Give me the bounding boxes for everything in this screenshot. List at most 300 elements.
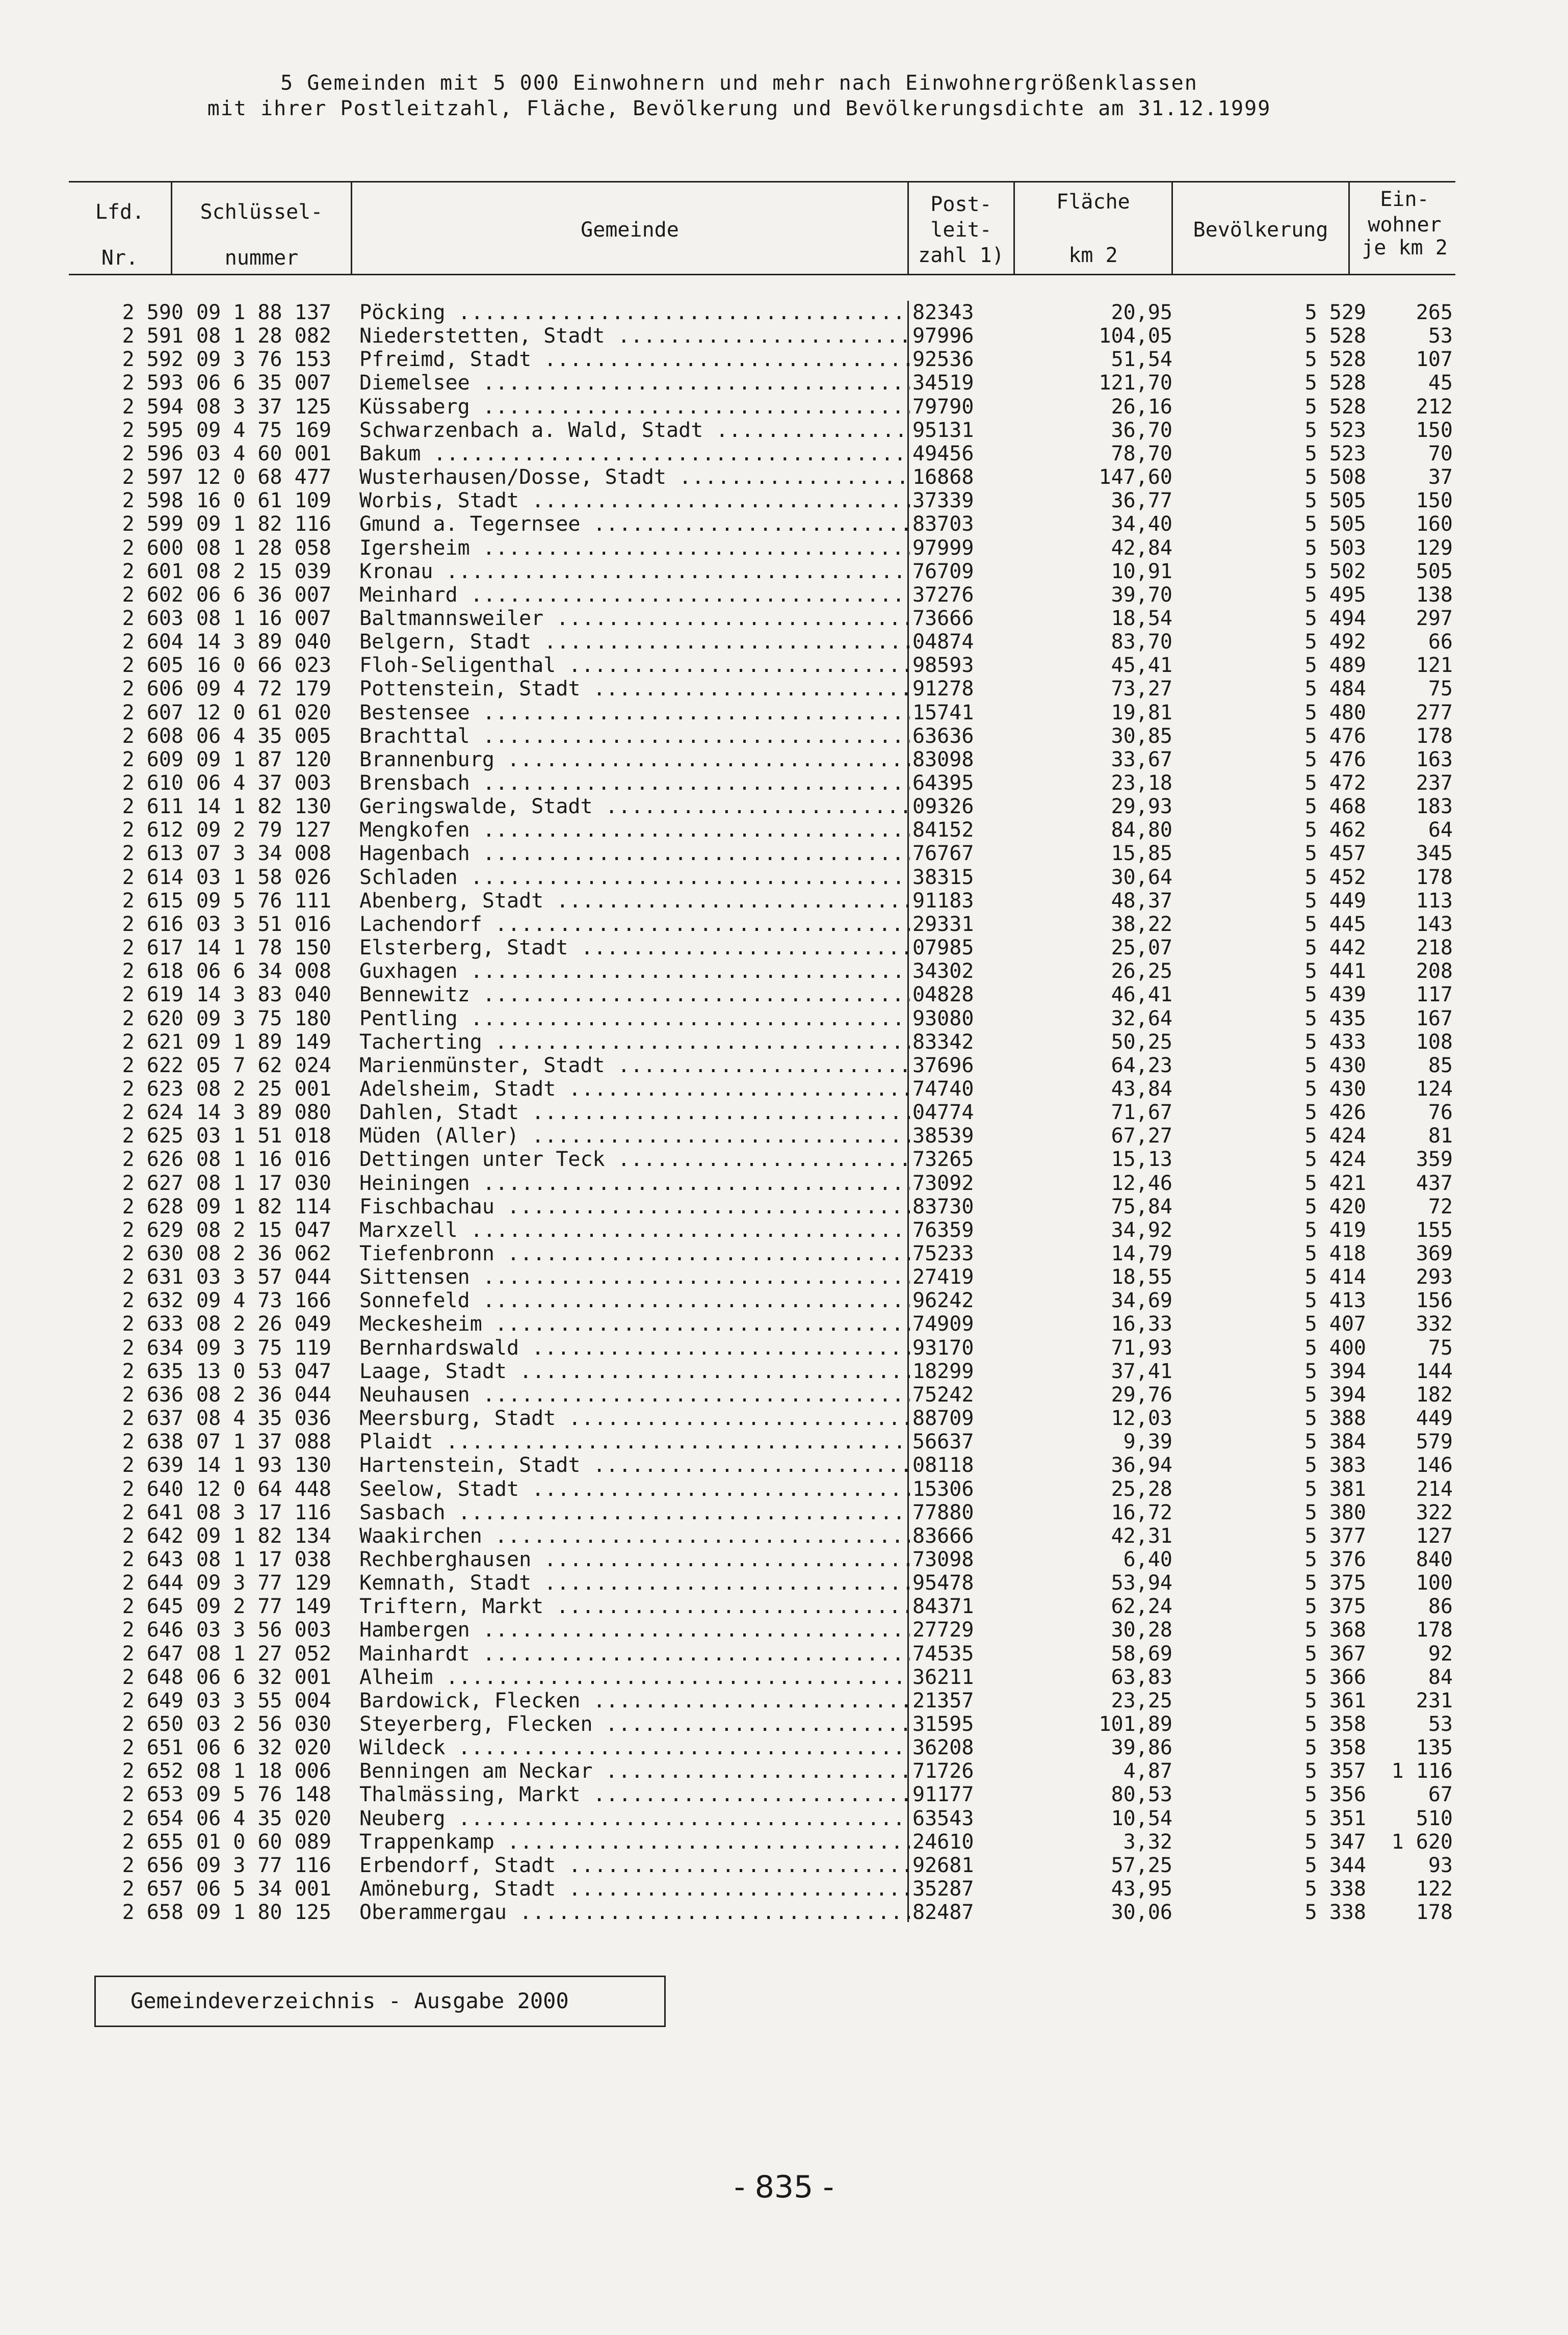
cell-einwohner-je-km2: 135 <box>1416 1736 1453 1760</box>
cell-einwohner-je-km2: 144 <box>1416 1359 1453 1383</box>
cell-postleitzahl: 04774 <box>912 1101 974 1125</box>
cell-gemeinde: Hagenbach ..... <box>359 842 910 866</box>
cell-gemeinde: Bestensee ..... <box>359 701 910 725</box>
cell-schluesselnummer: 14 1 93 130 <box>196 1454 331 1477</box>
cell-postleitzahl: 91278 <box>912 677 974 701</box>
cell-schluesselnummer: 08 2 26 049 <box>196 1312 331 1336</box>
cell-lfd-nr: 2 605 <box>122 654 184 678</box>
cell-lfd-nr: 2 652 <box>122 1759 184 1783</box>
table-row <box>0 1124 1568 1148</box>
cell-postleitzahl: 92536 <box>912 348 974 372</box>
table-row <box>0 818 1568 842</box>
cell-postleitzahl: 93170 <box>912 1336 974 1360</box>
header-flaeche: Fläche <box>1056 190 1130 214</box>
table-row <box>0 1618 1568 1642</box>
cell-gemeinde: Kronau ..... <box>359 560 910 584</box>
table-row <box>0 489 1568 513</box>
cell-flaeche: 42,31 <box>1111 1524 1172 1548</box>
cell-bevoelkerung: 5 529 <box>1304 301 1366 324</box>
header-wohner: wohner <box>1368 213 1442 237</box>
cell-postleitzahl: 36211 <box>912 1665 974 1689</box>
cell-einwohner-je-km2: 93 <box>1428 1853 1453 1877</box>
cell-lfd-nr: 2 635 <box>122 1359 184 1383</box>
page-title-line-1: 5 Gemeinden mit 5 000 Einwohnern und mehr nach Einwohnergrößenklassen <box>280 71 1198 95</box>
cell-gemeinde: Hambergen ..... <box>359 1618 910 1642</box>
cell-flaeche: 50,25 <box>1111 1030 1172 1054</box>
cell-gemeinde: Sonnefeld ..... <box>359 1289 910 1313</box>
cell-postleitzahl: 97999 <box>912 536 974 560</box>
cell-flaeche: 32,64 <box>1111 1006 1172 1030</box>
cell-lfd-nr: 2 649 <box>122 1689 184 1713</box>
cell-flaeche: 34,92 <box>1111 1218 1172 1242</box>
cell-bevoelkerung: 5 476 <box>1304 747 1366 771</box>
cell-postleitzahl: 56637 <box>912 1430 974 1454</box>
cell-postleitzahl: 04828 <box>912 983 974 1007</box>
table-row <box>0 348 1568 372</box>
cell-schluesselnummer: 03 2 56 030 <box>196 1713 331 1736</box>
cell-gemeinde: Alheim ..... <box>359 1666 910 1690</box>
cell-einwohner-je-km2: 840 <box>1416 1547 1453 1571</box>
cell-flaeche: 58,69 <box>1111 1642 1172 1666</box>
cell-flaeche: 26,25 <box>1111 959 1172 983</box>
cell-postleitzahl: 15306 <box>912 1477 974 1501</box>
table-row <box>0 1430 1568 1454</box>
cell-postleitzahl: 83098 <box>912 747 974 771</box>
cell-postleitzahl: 76709 <box>912 559 974 583</box>
cell-postleitzahl: 18299 <box>912 1359 974 1383</box>
cell-schluesselnummer: 08 1 16 016 <box>196 1148 331 1172</box>
cell-lfd-nr: 2 592 <box>122 348 184 372</box>
cell-einwohner-je-km2: 449 <box>1416 1407 1453 1431</box>
cell-schluesselnummer: 08 1 27 052 <box>196 1642 331 1666</box>
cell-gemeinde: Waakirchen ..... <box>359 1524 910 1548</box>
cell-postleitzahl: 77880 <box>912 1500 974 1524</box>
cell-schluesselnummer: 06 4 35 020 <box>196 1806 331 1830</box>
table-row <box>0 1289 1568 1313</box>
cell-flaeche: 30,85 <box>1111 724 1172 748</box>
table-row <box>0 1807 1568 1831</box>
table-row <box>0 324 1568 348</box>
cell-bevoelkerung: 5 457 <box>1304 842 1366 866</box>
cell-schluesselnummer: 09 4 72 179 <box>196 677 331 701</box>
cell-gemeinde: Wildeck ..... <box>359 1736 910 1760</box>
cell-einwohner-je-km2: 156 <box>1416 1289 1453 1313</box>
cell-lfd-nr: 2 625 <box>122 1124 184 1148</box>
cell-schluesselnummer: 08 2 25 001 <box>196 1077 331 1101</box>
table-row <box>0 1336 1568 1360</box>
cell-einwohner-je-km2: 579 <box>1416 1430 1453 1454</box>
cell-postleitzahl: 73098 <box>912 1547 974 1571</box>
cell-lfd-nr: 2 621 <box>122 1030 184 1054</box>
cell-einwohner-je-km2: 160 <box>1416 512 1453 536</box>
cell-postleitzahl: 15741 <box>912 700 974 724</box>
cell-postleitzahl: 91177 <box>912 1783 974 1807</box>
cell-schluesselnummer: 08 3 37 125 <box>196 395 331 419</box>
cell-schluesselnummer: 03 1 58 026 <box>196 865 331 889</box>
cell-bevoelkerung: 5 418 <box>1304 1242 1366 1265</box>
cell-schluesselnummer: 08 4 35 036 <box>196 1407 331 1431</box>
cell-gemeinde: Pentling ..... <box>359 1007 910 1031</box>
cell-lfd-nr: 2 644 <box>122 1571 184 1595</box>
cell-gemeinde: Floh-Seligenthal ..... <box>359 654 910 678</box>
table-row <box>0 889 1568 913</box>
cell-lfd-nr: 2 617 <box>122 936 184 960</box>
cell-lfd-nr: 2 600 <box>122 536 184 560</box>
cell-postleitzahl: 74535 <box>912 1642 974 1666</box>
cell-einwohner-je-km2: 322 <box>1416 1500 1453 1524</box>
cell-postleitzahl: 98593 <box>912 654 974 678</box>
cell-flaeche: 29,76 <box>1111 1383 1172 1407</box>
cell-bevoelkerung: 5 384 <box>1304 1430 1366 1454</box>
cell-einwohner-je-km2: 121 <box>1416 654 1453 678</box>
cell-flaeche: 43,84 <box>1111 1077 1172 1101</box>
cell-gemeinde: Oberammergau ..... <box>359 1901 910 1925</box>
cell-lfd-nr: 2 595 <box>122 418 184 442</box>
cell-gemeinde: Neuberg ..... <box>359 1807 910 1831</box>
cell-lfd-nr: 2 601 <box>122 559 184 583</box>
cell-flaeche: 15,85 <box>1111 842 1172 866</box>
page-title-line-2: mit ihrer Postleitzahl, Fläche, Bevölkerung und Bevölkerungsdichte am 31.12.1999 <box>207 97 1271 120</box>
table-row <box>0 1501 1568 1525</box>
cell-gemeinde: Guxhagen ..... <box>359 959 910 983</box>
cell-schluesselnummer: 08 1 16 007 <box>196 606 331 630</box>
cell-lfd-nr: 2 655 <box>122 1830 184 1854</box>
cell-lfd-nr: 2 608 <box>122 724 184 748</box>
table-row <box>0 560 1568 584</box>
table-row <box>0 654 1568 678</box>
cell-einwohner-je-km2: 178 <box>1416 1618 1453 1642</box>
cell-postleitzahl: 96242 <box>912 1289 974 1313</box>
cell-postleitzahl: 07985 <box>912 936 974 960</box>
cell-bevoelkerung: 5 419 <box>1304 1218 1366 1242</box>
cell-einwohner-je-km2: 66 <box>1428 630 1453 654</box>
cell-postleitzahl: 38539 <box>912 1124 974 1148</box>
cell-einwohner-je-km2: 53 <box>1428 1713 1453 1736</box>
table-row <box>0 913 1568 937</box>
cell-lfd-nr: 2 619 <box>122 983 184 1007</box>
table-row <box>0 465 1568 489</box>
cell-bevoelkerung: 5 388 <box>1304 1407 1366 1431</box>
cell-gemeinde: Meersburg, Stadt ..... <box>359 1407 910 1431</box>
cell-flaeche: 73,27 <box>1111 677 1172 701</box>
cell-einwohner-je-km2: 72 <box>1428 1195 1453 1218</box>
cell-schluesselnummer: 13 0 53 047 <box>196 1359 331 1383</box>
cell-schluesselnummer: 03 3 55 004 <box>196 1689 331 1713</box>
table-row <box>0 1218 1568 1242</box>
cell-bevoelkerung: 5 476 <box>1304 724 1366 748</box>
cell-lfd-nr: 2 599 <box>122 512 184 536</box>
cell-schluesselnummer: 06 6 32 020 <box>196 1736 331 1760</box>
cell-einwohner-je-km2: 214 <box>1416 1477 1453 1501</box>
cell-flaeche: 12,46 <box>1111 1171 1172 1195</box>
cell-einwohner-je-km2: 265 <box>1416 301 1453 324</box>
cell-einwohner-je-km2: 85 <box>1428 1053 1453 1077</box>
table-row <box>0 983 1568 1007</box>
cell-gemeinde: Mainhardt ..... <box>359 1642 910 1666</box>
table-row <box>0 1383 1568 1407</box>
cell-flaeche: 51,54 <box>1111 348 1172 372</box>
table-row <box>0 442 1568 466</box>
table-row <box>0 630 1568 654</box>
cell-einwohner-je-km2: 212 <box>1416 395 1453 419</box>
cell-gemeinde: Elsterberg, Stadt ..... <box>359 936 910 960</box>
cell-flaeche: 33,67 <box>1111 747 1172 771</box>
cell-flaeche: 36,70 <box>1111 418 1172 442</box>
cell-schluesselnummer: 09 3 75 119 <box>196 1336 331 1360</box>
cell-bevoelkerung: 5 528 <box>1304 348 1366 372</box>
cell-gemeinde: Brachttal ..... <box>359 724 910 748</box>
table-row <box>0 1054 1568 1078</box>
cell-lfd-nr: 2 630 <box>122 1242 184 1265</box>
cell-gemeinde: Amöneburg, Stadt ..... <box>359 1877 910 1901</box>
header-bottom-rule <box>69 274 1455 275</box>
cell-postleitzahl: 75233 <box>912 1242 974 1265</box>
cell-schluesselnummer: 06 4 37 003 <box>196 771 331 795</box>
cell-postleitzahl: 49456 <box>912 442 974 465</box>
cell-postleitzahl: 75242 <box>912 1383 974 1407</box>
cell-postleitzahl: 73666 <box>912 606 974 630</box>
table-row <box>0 1736 1568 1760</box>
cell-schluesselnummer: 08 2 15 047 <box>196 1218 331 1242</box>
cell-flaeche: 10,54 <box>1111 1806 1172 1830</box>
cell-gemeinde: Benningen am Neckar ..... <box>359 1759 910 1783</box>
cell-lfd-nr: 2 618 <box>122 959 184 983</box>
cell-bevoelkerung: 5 366 <box>1304 1665 1366 1689</box>
table-row <box>0 583 1568 607</box>
cell-postleitzahl: 88709 <box>912 1407 974 1431</box>
cell-gemeinde: Steyerberg, Flecken ..... <box>359 1713 910 1736</box>
cell-bevoelkerung: 5 358 <box>1304 1736 1366 1760</box>
cell-bevoelkerung: 5 433 <box>1304 1030 1366 1054</box>
cell-gemeinde: Tiefenbronn ..... <box>359 1242 910 1266</box>
cell-einwohner-je-km2: 75 <box>1428 1336 1453 1360</box>
cell-flaeche: 64,23 <box>1111 1053 1172 1077</box>
cell-postleitzahl: 83666 <box>912 1524 974 1548</box>
cell-flaeche: 37,41 <box>1111 1359 1172 1383</box>
cell-postleitzahl: 76767 <box>912 842 974 866</box>
cell-gemeinde: Meinhard ..... <box>359 583 910 607</box>
cell-flaeche: 36,94 <box>1111 1454 1172 1477</box>
cell-gemeinde: Neuhausen ..... <box>359 1383 910 1407</box>
cell-einwohner-je-km2: 437 <box>1416 1171 1453 1195</box>
cell-flaeche: 48,37 <box>1111 889 1172 913</box>
cell-einwohner-je-km2: 84 <box>1428 1665 1453 1689</box>
cell-einwohner-je-km2: 293 <box>1416 1265 1453 1289</box>
cell-gemeinde: Laage, Stadt ..... <box>359 1360 910 1384</box>
table-row <box>0 1242 1568 1266</box>
cell-gemeinde: Triftern, Markt ..... <box>359 1595 910 1619</box>
cell-einwohner-je-km2: 45 <box>1428 371 1453 395</box>
header-km2: km 2 <box>1068 244 1118 267</box>
cell-flaeche: 26,16 <box>1111 395 1172 419</box>
cell-gemeinde: Mengkofen ..... <box>359 818 910 842</box>
cell-bevoelkerung: 5 424 <box>1304 1148 1366 1172</box>
cell-flaeche: 9,39 <box>1123 1430 1172 1454</box>
cell-postleitzahl: 95131 <box>912 418 974 442</box>
cell-schluesselnummer: 06 6 32 001 <box>196 1665 331 1689</box>
cell-flaeche: 16,72 <box>1111 1500 1172 1524</box>
cell-schluesselnummer: 08 2 36 062 <box>196 1242 331 1265</box>
cell-einwohner-je-km2: 53 <box>1428 324 1453 348</box>
cell-schluesselnummer: 14 1 78 150 <box>196 936 331 960</box>
cell-schluesselnummer: 09 4 73 166 <box>196 1289 331 1313</box>
cell-schluesselnummer: 06 6 36 007 <box>196 583 331 607</box>
cell-flaeche: 30,64 <box>1111 865 1172 889</box>
cell-postleitzahl: 08118 <box>912 1454 974 1477</box>
cell-flaeche: 30,06 <box>1111 1901 1172 1925</box>
cell-schluesselnummer: 09 3 75 180 <box>196 1006 331 1030</box>
cell-postleitzahl: 73092 <box>912 1171 974 1195</box>
cell-gemeinde: Brensbach ..... <box>359 771 910 795</box>
cell-schluesselnummer: 09 2 77 149 <box>196 1595 331 1619</box>
cell-schluesselnummer: 08 1 18 006 <box>196 1759 331 1783</box>
cell-einwohner-je-km2: 129 <box>1416 536 1453 560</box>
cell-lfd-nr: 2 591 <box>122 324 184 348</box>
cell-bevoelkerung: 5 442 <box>1304 936 1366 960</box>
cell-lfd-nr: 2 643 <box>122 1547 184 1571</box>
cell-schluesselnummer: 03 3 56 003 <box>196 1618 331 1642</box>
cell-lfd-nr: 2 654 <box>122 1806 184 1830</box>
cell-lfd-nr: 2 637 <box>122 1407 184 1431</box>
cell-flaeche: 83,70 <box>1111 630 1172 654</box>
table-row <box>0 371 1568 395</box>
cell-einwohner-je-km2: 218 <box>1416 936 1453 960</box>
cell-bevoelkerung: 5 472 <box>1304 771 1366 795</box>
cell-postleitzahl: 35287 <box>912 1877 974 1901</box>
table-row <box>0 795 1568 819</box>
cell-bevoelkerung: 5 489 <box>1304 654 1366 678</box>
cell-postleitzahl: 21357 <box>912 1689 974 1713</box>
cell-schluesselnummer: 14 1 82 130 <box>196 795 331 819</box>
cell-postleitzahl: 34519 <box>912 371 974 395</box>
cell-einwohner-je-km2: 1 620 <box>1391 1830 1453 1854</box>
cell-einwohner-je-km2: 86 <box>1428 1595 1453 1619</box>
cell-schluesselnummer: 09 1 82 134 <box>196 1524 331 1548</box>
cell-bevoelkerung: 5 445 <box>1304 912 1366 936</box>
header-ein: Ein- <box>1380 188 1429 211</box>
cell-schluesselnummer: 16 0 61 109 <box>196 489 331 513</box>
cell-flaeche: 39,70 <box>1111 583 1172 607</box>
cell-einwohner-je-km2: 67 <box>1428 1783 1453 1807</box>
cell-schluesselnummer: 09 3 77 129 <box>196 1571 331 1595</box>
header-zahl: zahl 1) <box>918 244 1004 267</box>
cell-postleitzahl: 83703 <box>912 512 974 536</box>
cell-einwohner-je-km2: 100 <box>1416 1571 1453 1595</box>
cell-bevoelkerung: 5 351 <box>1304 1806 1366 1830</box>
cell-einwohner-je-km2: 108 <box>1416 1030 1453 1054</box>
table-row <box>0 1030 1568 1054</box>
cell-bevoelkerung: 5 468 <box>1304 795 1366 819</box>
cell-einwohner-je-km2: 178 <box>1416 724 1453 748</box>
header-top-rule <box>69 181 1455 183</box>
cell-postleitzahl: 92681 <box>912 1853 974 1877</box>
cell-einwohner-je-km2: 75 <box>1428 677 1453 701</box>
cell-postleitzahl: 34302 <box>912 959 974 983</box>
cell-lfd-nr: 2 657 <box>122 1877 184 1901</box>
cell-gemeinde: Bardowick, Flecken ..... <box>359 1689 910 1713</box>
cell-postleitzahl: 37696 <box>912 1053 974 1077</box>
cell-flaeche: 39,86 <box>1111 1736 1172 1760</box>
cell-flaeche: 15,13 <box>1111 1148 1172 1172</box>
cell-lfd-nr: 2 611 <box>122 795 184 819</box>
cell-bevoelkerung: 5 435 <box>1304 1006 1366 1030</box>
table-row <box>0 1877 1568 1901</box>
cell-flaeche: 62,24 <box>1111 1595 1172 1619</box>
cell-gemeinde: Pottenstein, Stadt ..... <box>359 677 910 701</box>
cell-bevoelkerung: 5 494 <box>1304 606 1366 630</box>
cell-bevoelkerung: 5 361 <box>1304 1689 1366 1713</box>
cell-postleitzahl: 93080 <box>912 1006 974 1030</box>
cell-flaeche: 23,18 <box>1111 771 1172 795</box>
cell-einwohner-je-km2: 127 <box>1416 1524 1453 1548</box>
cell-flaeche: 18,54 <box>1111 606 1172 630</box>
cell-postleitzahl: 71726 <box>912 1759 974 1783</box>
table-row <box>0 1524 1568 1548</box>
cell-flaeche: 46,41 <box>1111 983 1172 1007</box>
cell-schluesselnummer: 06 6 35 007 <box>196 371 331 395</box>
cell-bevoelkerung: 5 452 <box>1304 865 1366 889</box>
cell-schluesselnummer: 05 7 62 024 <box>196 1053 331 1077</box>
cell-gemeinde: Sasbach ..... <box>359 1501 910 1525</box>
table-row <box>0 1172 1568 1196</box>
cell-einwohner-je-km2: 167 <box>1416 1006 1453 1030</box>
cell-bevoelkerung: 5 368 <box>1304 1618 1366 1642</box>
cell-postleitzahl: 79790 <box>912 395 974 419</box>
cell-lfd-nr: 2 593 <box>122 371 184 395</box>
cell-schluesselnummer: 09 1 89 149 <box>196 1030 331 1054</box>
cell-gemeinde: Trappenkamp ..... <box>359 1830 910 1854</box>
cell-bevoelkerung: 5 347 <box>1304 1830 1366 1854</box>
cell-flaeche: 84,80 <box>1111 818 1172 842</box>
table-row <box>0 1642 1568 1666</box>
cell-einwohner-je-km2: 208 <box>1416 959 1453 983</box>
table-row <box>0 866 1568 890</box>
cell-flaeche: 25,28 <box>1111 1477 1172 1501</box>
cell-gemeinde: Erbendorf, Stadt ..... <box>359 1854 910 1878</box>
cell-bevoelkerung: 5 439 <box>1304 983 1366 1007</box>
cell-postleitzahl: 64395 <box>912 771 974 795</box>
header-leit: leit- <box>930 218 992 242</box>
cell-schluesselnummer: 12 0 61 020 <box>196 700 331 724</box>
cell-postleitzahl: 27419 <box>912 1265 974 1289</box>
table-row <box>0 1312 1568 1336</box>
cell-einwohner-je-km2: 178 <box>1416 1901 1453 1925</box>
cell-lfd-nr: 2 636 <box>122 1383 184 1407</box>
cell-lfd-nr: 2 612 <box>122 818 184 842</box>
cell-lfd-nr: 2 647 <box>122 1642 184 1666</box>
cell-bevoelkerung: 5 505 <box>1304 512 1366 536</box>
table-row <box>0 748 1568 772</box>
cell-gemeinde: Marienmünster, Stadt ..... <box>359 1054 910 1078</box>
cell-schluesselnummer: 08 1 17 038 <box>196 1547 331 1571</box>
cell-lfd-nr: 2 648 <box>122 1665 184 1689</box>
cell-gemeinde: Seelow, Stadt ..... <box>359 1477 910 1501</box>
cell-postleitzahl: 29331 <box>912 912 974 936</box>
cell-lfd-nr: 2 614 <box>122 865 184 889</box>
cell-schluesselnummer: 09 5 76 111 <box>196 889 331 913</box>
cell-bevoelkerung: 5 414 <box>1304 1265 1366 1289</box>
table-row <box>0 936 1568 960</box>
cell-schluesselnummer: 08 1 17 030 <box>196 1171 331 1195</box>
cell-schluesselnummer: 08 3 17 116 <box>196 1500 331 1524</box>
cell-gemeinde: Worbis, Stadt ..... <box>359 489 910 513</box>
cell-einwohner-je-km2: 64 <box>1428 818 1453 842</box>
table-row <box>0 1854 1568 1878</box>
cell-flaeche: 57,25 <box>1111 1853 1172 1877</box>
cell-flaeche: 6,40 <box>1123 1547 1172 1571</box>
cell-lfd-nr: 2 658 <box>122 1901 184 1925</box>
table-row <box>0 1077 1568 1101</box>
